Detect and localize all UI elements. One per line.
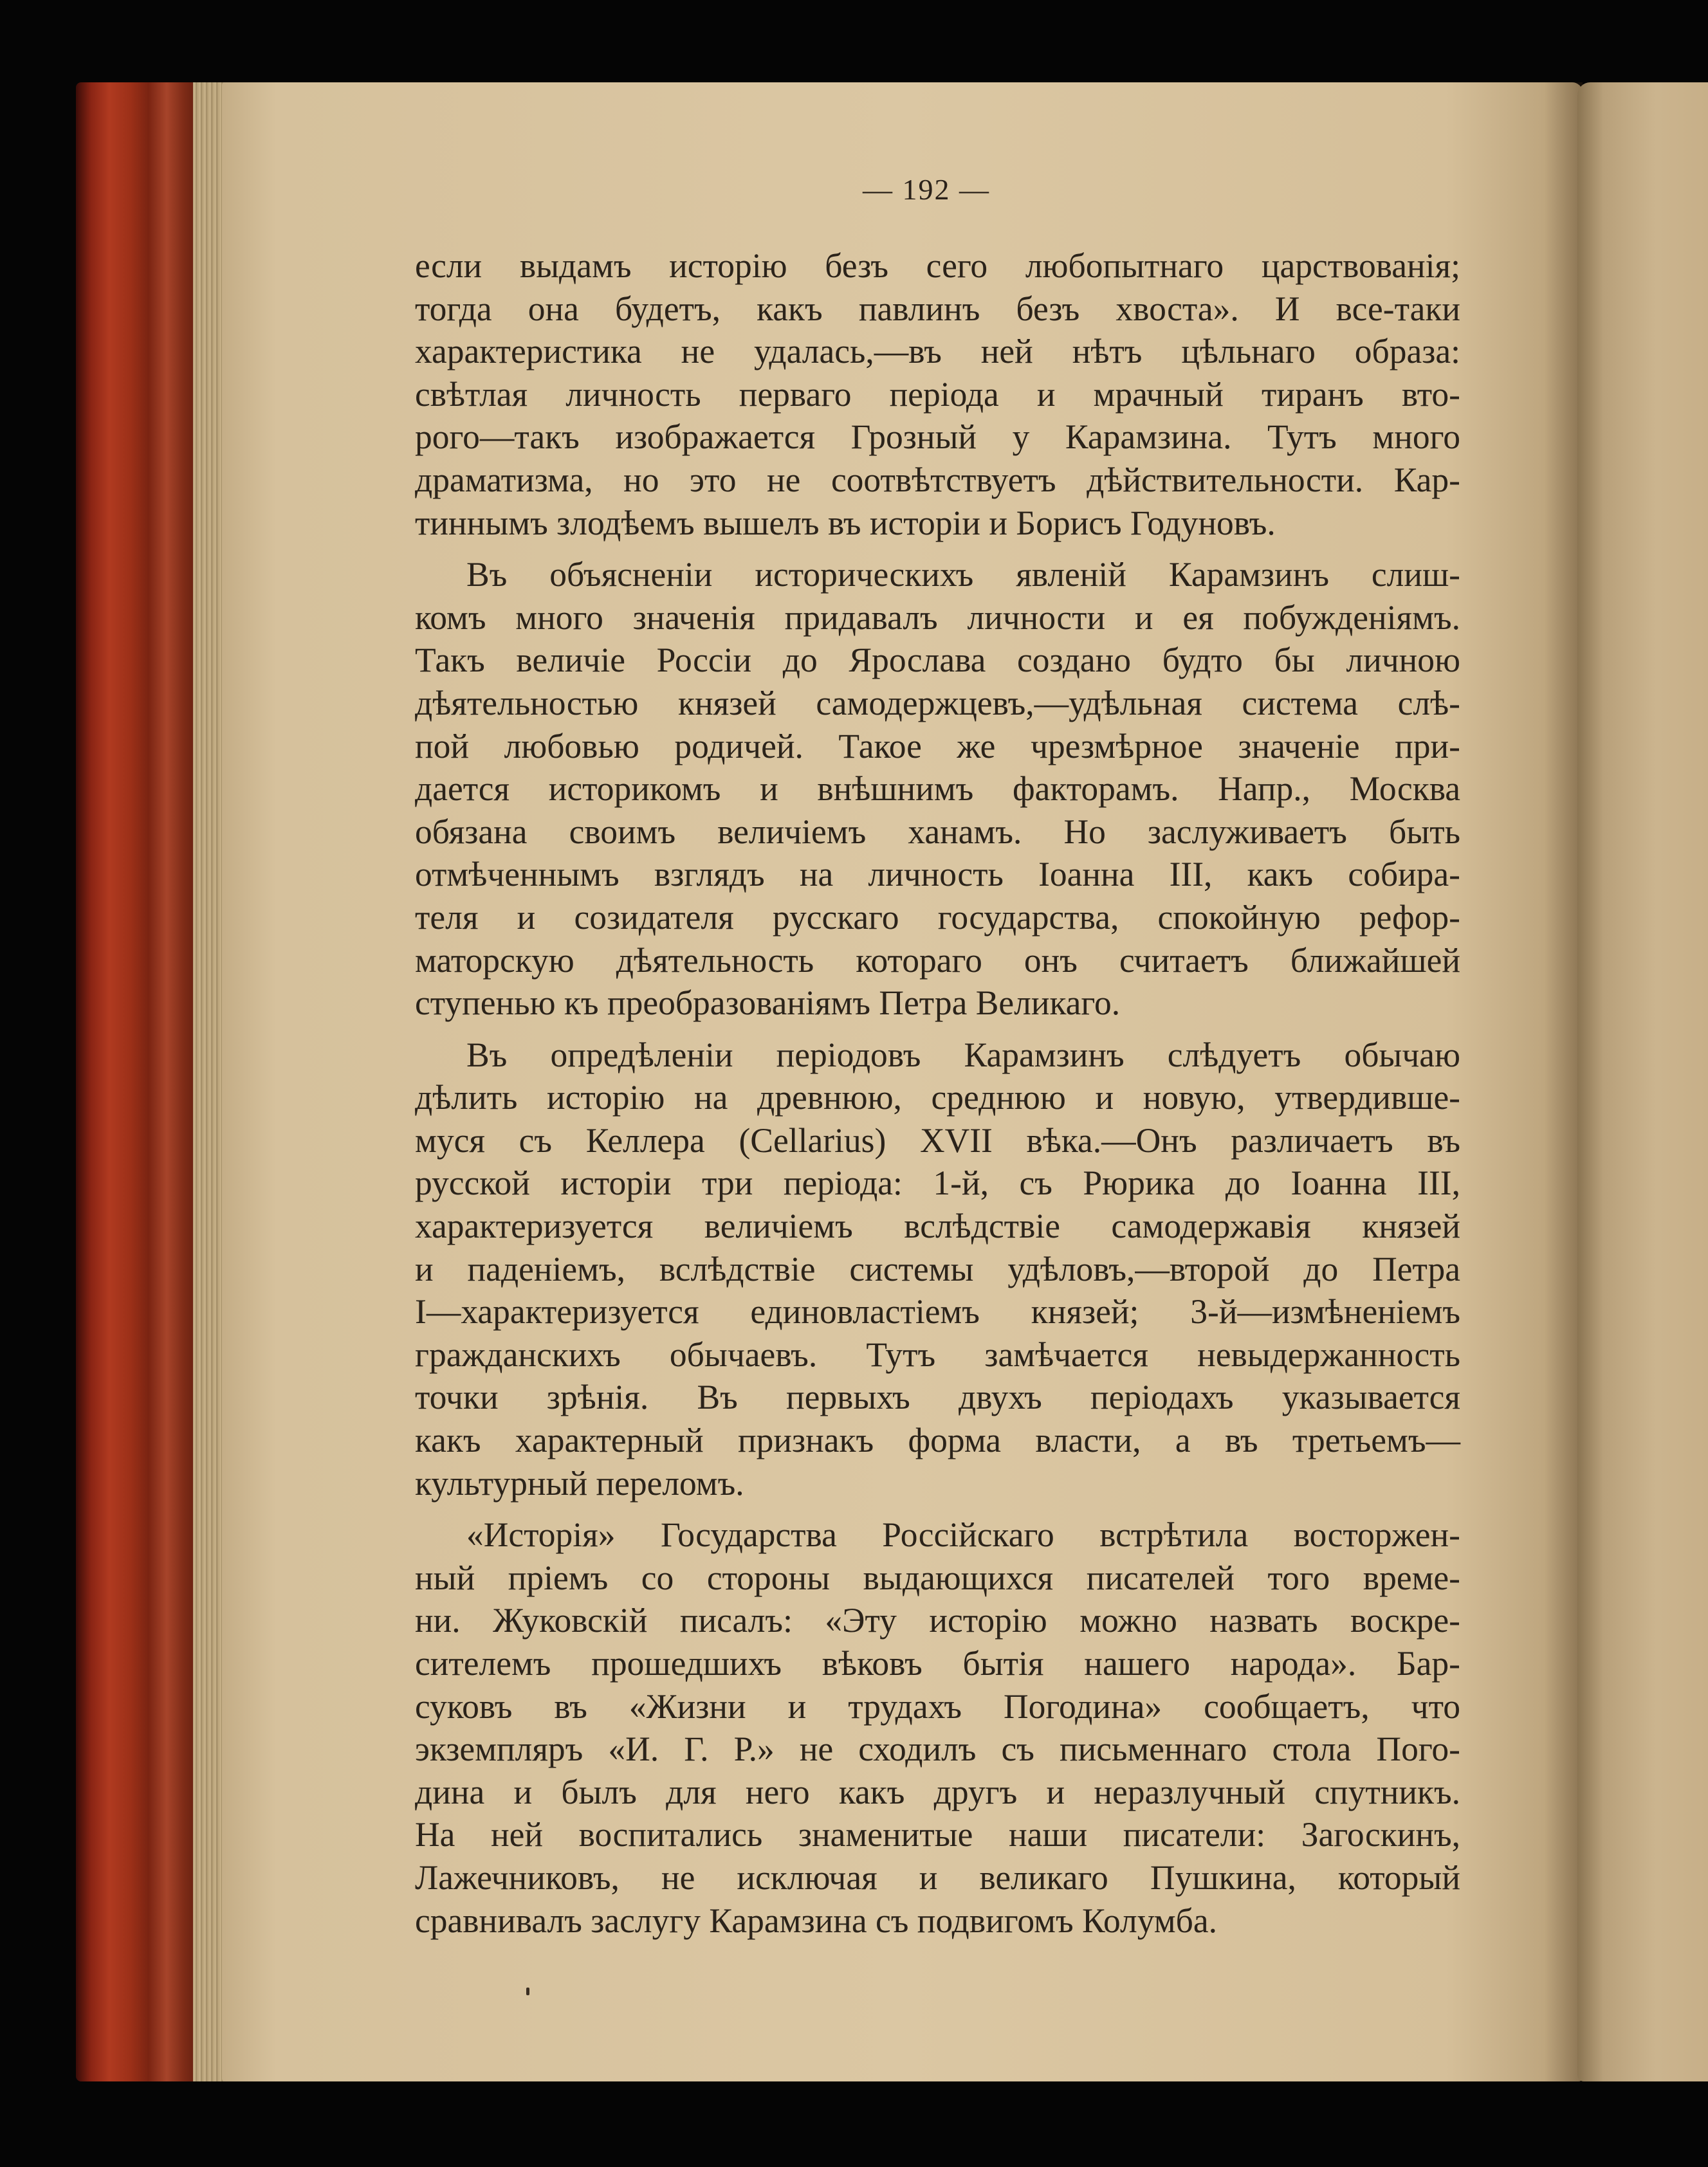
text-line: тогда она будетъ, какъ павлинъ безъ хвоста». И все-таки: [415, 289, 1460, 328]
text-line: суковъ въ «Жизни и трудахъ Погодина» сообщаетъ, что: [415, 1687, 1460, 1726]
page-body-text: [415, 244, 1460, 1942]
text-line: характеристика не удалась,—въ ней нѣтъ цѣльнаго образа:: [415, 332, 1460, 371]
text-line: гражданскихъ обычаевъ. Тутъ замѣчается невыдержанность: [415, 1335, 1460, 1374]
text-line: дѣятельностью князей самодержцевъ,—удѣльная система слѣ-: [415, 683, 1460, 722]
text-line: драматизма, но это не соотвѣтствуетъ дѣйствительности. Кар-: [415, 460, 1460, 499]
text-line: дается историкомъ и внѣшнимъ факторамъ. Напр., Москва: [415, 769, 1460, 809]
text-line: На ней воспитались знаменитые наши писатели: Загоскинъ,: [415, 1815, 1460, 1854]
text-line: Въ опредѣленіи періодовъ Карамзинъ слѣдуетъ обычаю: [466, 1035, 1460, 1074]
text-line: рого—такъ изображается Грозный у Карамзина. Тутъ много: [415, 417, 1460, 457]
text-line: маторскую дѣятельность котораго онъ считаетъ ближайшей: [415, 940, 1460, 980]
gutter-shadow: [1544, 82, 1583, 2081]
text-line: сравнивалъ заслугу Карамзина съ подвигомъ Колумба.: [415, 1901, 1217, 1940]
text-line: сителемъ прошедшихъ вѣковъ бытія нашего народа». Бар-: [415, 1644, 1460, 1683]
text-line: I—характеризуется единовластіемъ князей; 3-й—измѣненіемъ: [415, 1292, 1460, 1331]
paragraph-4: [415, 1513, 1460, 1942]
text-line: ступенью къ преобразованіямъ Петра Великаго.: [415, 983, 1121, 1023]
text-line: дина и былъ для него какъ другъ и неразлучный спутникъ.: [415, 1772, 1460, 1811]
text-line: русской исторіи три періода: 1-й, съ Рюрика до Іоанна III,: [415, 1164, 1460, 1203]
text-line: культурный переломъ.: [415, 1463, 744, 1503]
text-line: ни. Жуковскій писалъ: «Эту исторію можно назвать воскре-: [415, 1601, 1460, 1640]
text-line: тиннымъ злодѣемъ вышелъ въ исторіи и Борисъ Годуновъ.: [415, 503, 1276, 542]
text-line: если выдамъ исторію безъ сего любопытнаго царствованія;: [415, 246, 1460, 285]
text-line: и паденіемъ, вслѣдствіе системы удѣловъ,—второй до Петра: [415, 1249, 1460, 1288]
page-number: — 192 —: [863, 173, 990, 206]
text-line: характеризуется величіемъ вслѣдствіе самодержавія князей: [415, 1207, 1460, 1246]
text-line: муся съ Келлера (Cellarius) XVII вѣка.—Онъ различаетъ въ: [415, 1120, 1460, 1160]
text-line: ный пріемъ со стороны выдающихся писателей того време-: [415, 1558, 1460, 1597]
text-line: Такъ величіе Россіи до Ярослава создано будто бы личною: [415, 641, 1460, 680]
text-line: дѣлить исторію на древнюю, среднюю и новую, утвердивше-: [415, 1078, 1460, 1117]
paragraph-1: [415, 244, 1460, 544]
paragraph-2: [415, 553, 1460, 1025]
text-line: обязана своимъ величіемъ ханамъ. Но заслуживаетъ быть: [415, 812, 1460, 851]
ink-speck: [526, 1988, 529, 1995]
paragraph-3: [415, 1034, 1460, 1505]
facing-page-edge: [1577, 82, 1708, 2081]
text-line: комъ много значенія придавалъ личности и ея побужденіямъ.: [415, 598, 1460, 637]
text-line: какъ характерный признакъ форма власти, а въ третьемъ—: [415, 1421, 1460, 1460]
text-line: пой любовью родичей. Такое же чрезмѣрное значеніе при-: [415, 726, 1460, 765]
text-line: свѣтлая личность перваго періода и мрачный тиранъ вто-: [415, 374, 1460, 414]
text-line: Въ объясненіи историческихъ явленій Карамзинъ слиш-: [466, 555, 1460, 594]
text-line: теля и созидателя русскаго государства, спокойную рефор-: [415, 897, 1460, 937]
text-line: отмѣченнымъ взглядъ на личность Іоанна III, какъ собира-: [415, 855, 1460, 894]
text-line: «Исторія» Государства Россійскаго встрѣтила восторжен-: [466, 1515, 1460, 1555]
text-line: точки зрѣнія. Въ первыхъ двухъ періодахъ указывается: [415, 1378, 1460, 1417]
text-line: Лажечниковъ, не исключая и великаго Пушкина, который: [415, 1858, 1460, 1897]
text-line: экземпляръ «И. Г. Р.» не сходилъ съ письменнаго стола Пого-: [415, 1730, 1460, 1769]
